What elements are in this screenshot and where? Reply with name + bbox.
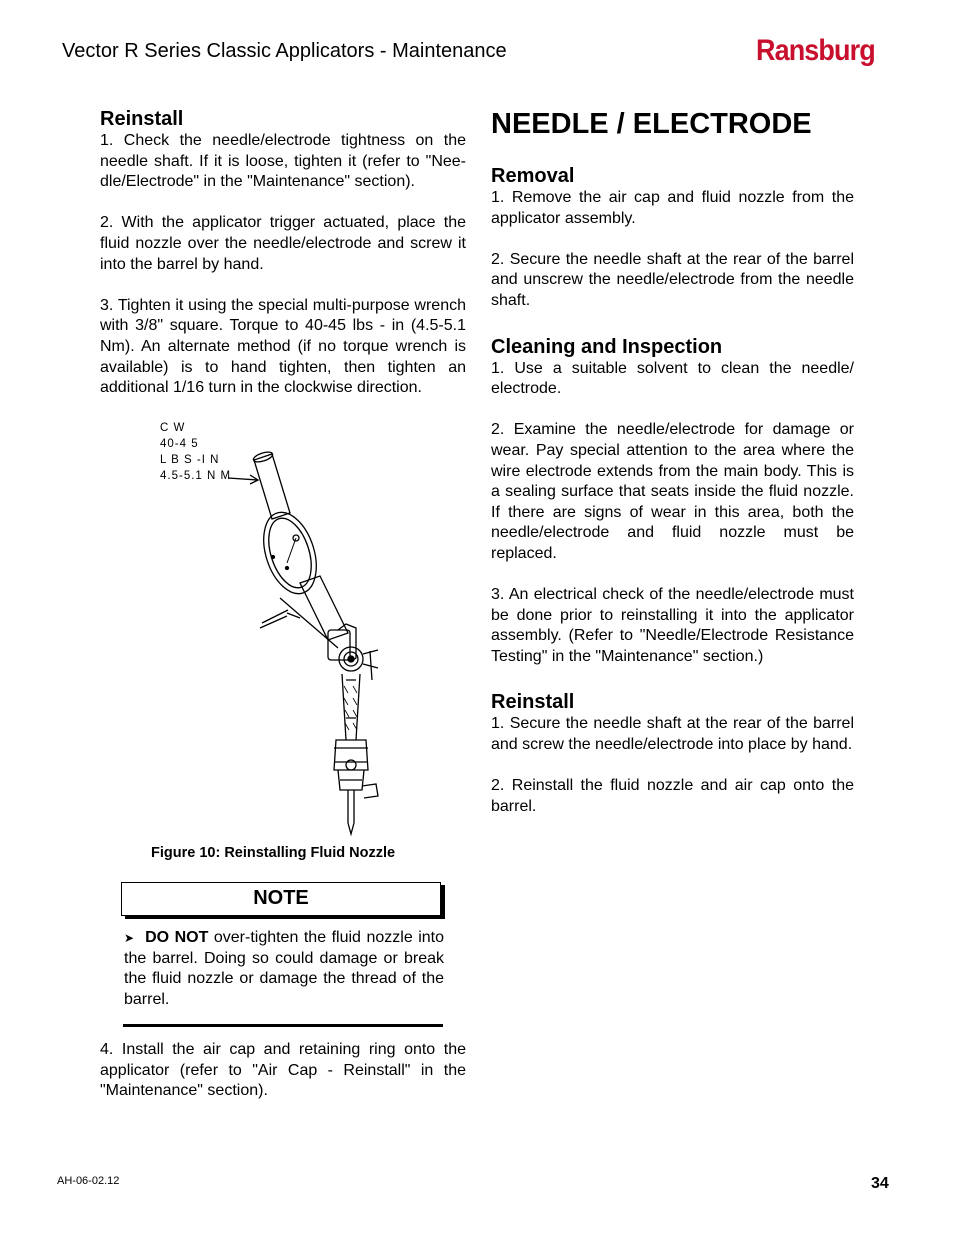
- note-divider: [123, 1024, 443, 1027]
- left-step-4: 4. Install the air cap and retaining ring onto the applicator (refer to "Air Cap - Reinstall" in the "Maintenance" section).: [100, 1041, 466, 1100]
- footer-doc-number: AH-06-02.12: [57, 1175, 120, 1187]
- left-step-4-block: [100, 1040, 466, 1102]
- left-column: [100, 108, 466, 399]
- cleaning-step-3: 3. An electrical check of the needle/electrode must be done prior to reinstalling it into the applicator assembly. (Refer to "Needle/Electrode Resistance Testing" in the "Maintenance" section.): [491, 586, 854, 665]
- note-body: [124, 928, 444, 1010]
- label-torque: 40-4 5: [160, 438, 199, 450]
- reinstall-step-2: 2. Reinstall the fluid nozzle and air cap onto the barrel.: [491, 777, 854, 815]
- figure-caption: Figure 10: Reinstalling Fluid Nozzle: [151, 845, 396, 861]
- removal-step-2: 2. Secure the needle shaft at the rear of the barrel and unscrew the needle/electrode from the needle shaft.: [491, 250, 854, 309]
- note-text: over-tighten the fluid nozzle into the barrel. Doing so could damage or break the fluid nozzle or damage the thread of the barrel.: [124, 929, 445, 1008]
- note-emphasis: DO NOT: [145, 929, 209, 946]
- reinstall-heading-left: Reinstall: [100, 108, 184, 130]
- left-step-1: 1. Check the needle/electrode tightness on the needle shaft. If it is loose, tighten it (refer to "Nee-dle/Electrode" in the "Maintenance" section).: [100, 132, 466, 191]
- label-nm: 4.5-5.1 N M: [160, 470, 232, 482]
- header-title: Vector R Series Classic Applicators - Maintenance: [62, 40, 507, 62]
- label-units: L B S -I N: [160, 454, 220, 466]
- reinstall-heading-right: Reinstall: [491, 691, 575, 714]
- reinstall-step-1: 1. Secure the needle shaft at the rear of the barrel and screw the needle/electrode into place by hand.: [491, 715, 854, 754]
- removal-heading: Removal: [491, 165, 575, 187]
- cleaning-heading: Cleaning and Inspection: [491, 335, 723, 358]
- left-step-2: 2. With the applicator trigger actuated, place the fluid nozzle over the needle/electrode and screw it into the barrel by hand.: [100, 214, 466, 273]
- cleaning-step-1: 1. Use a suitable solvent to clean the needle/ electrode.: [491, 359, 854, 398]
- label-cw: C W: [160, 422, 186, 434]
- figure-torque-labels: [160, 420, 231, 484]
- removal-step-1: 1. Remove the air cap and fluid nozzle from the applicator assembly.: [491, 189, 854, 227]
- right-column: [491, 108, 854, 817]
- note-bullet-icon: ➤: [124, 931, 135, 945]
- note-title: NOTE: [253, 887, 309, 909]
- cleaning-step-2: 2. Examine the needle/electrode for damage or wear. Pay special attention to the area where the wire electrode extends from the main body. This is a sealing surface that seats inside the fluid nozzle. If there are signs of wear in this area, both the needle/electrode and fluid nozzle must be replaced.: [491, 421, 854, 562]
- page-title: NEEDLE / ELECTRODE: [491, 108, 812, 140]
- left-step-3: 3. Tighten it using the special multi-purpose wrench with 3/8" square. Torque to 40-45 lbs - in (4.5-5.1 Nm). An alternate method (if no torque wrench is available) is to hand tighten, then tighten an additional 1/16 turn in the clockwise direction.: [100, 296, 466, 397]
- brand-logo: Ransburg: [756, 34, 875, 67]
- figure-reinstalling-nozzle: [150, 418, 440, 843]
- note-box: [121, 882, 441, 916]
- page-number: 34: [871, 1175, 889, 1192]
